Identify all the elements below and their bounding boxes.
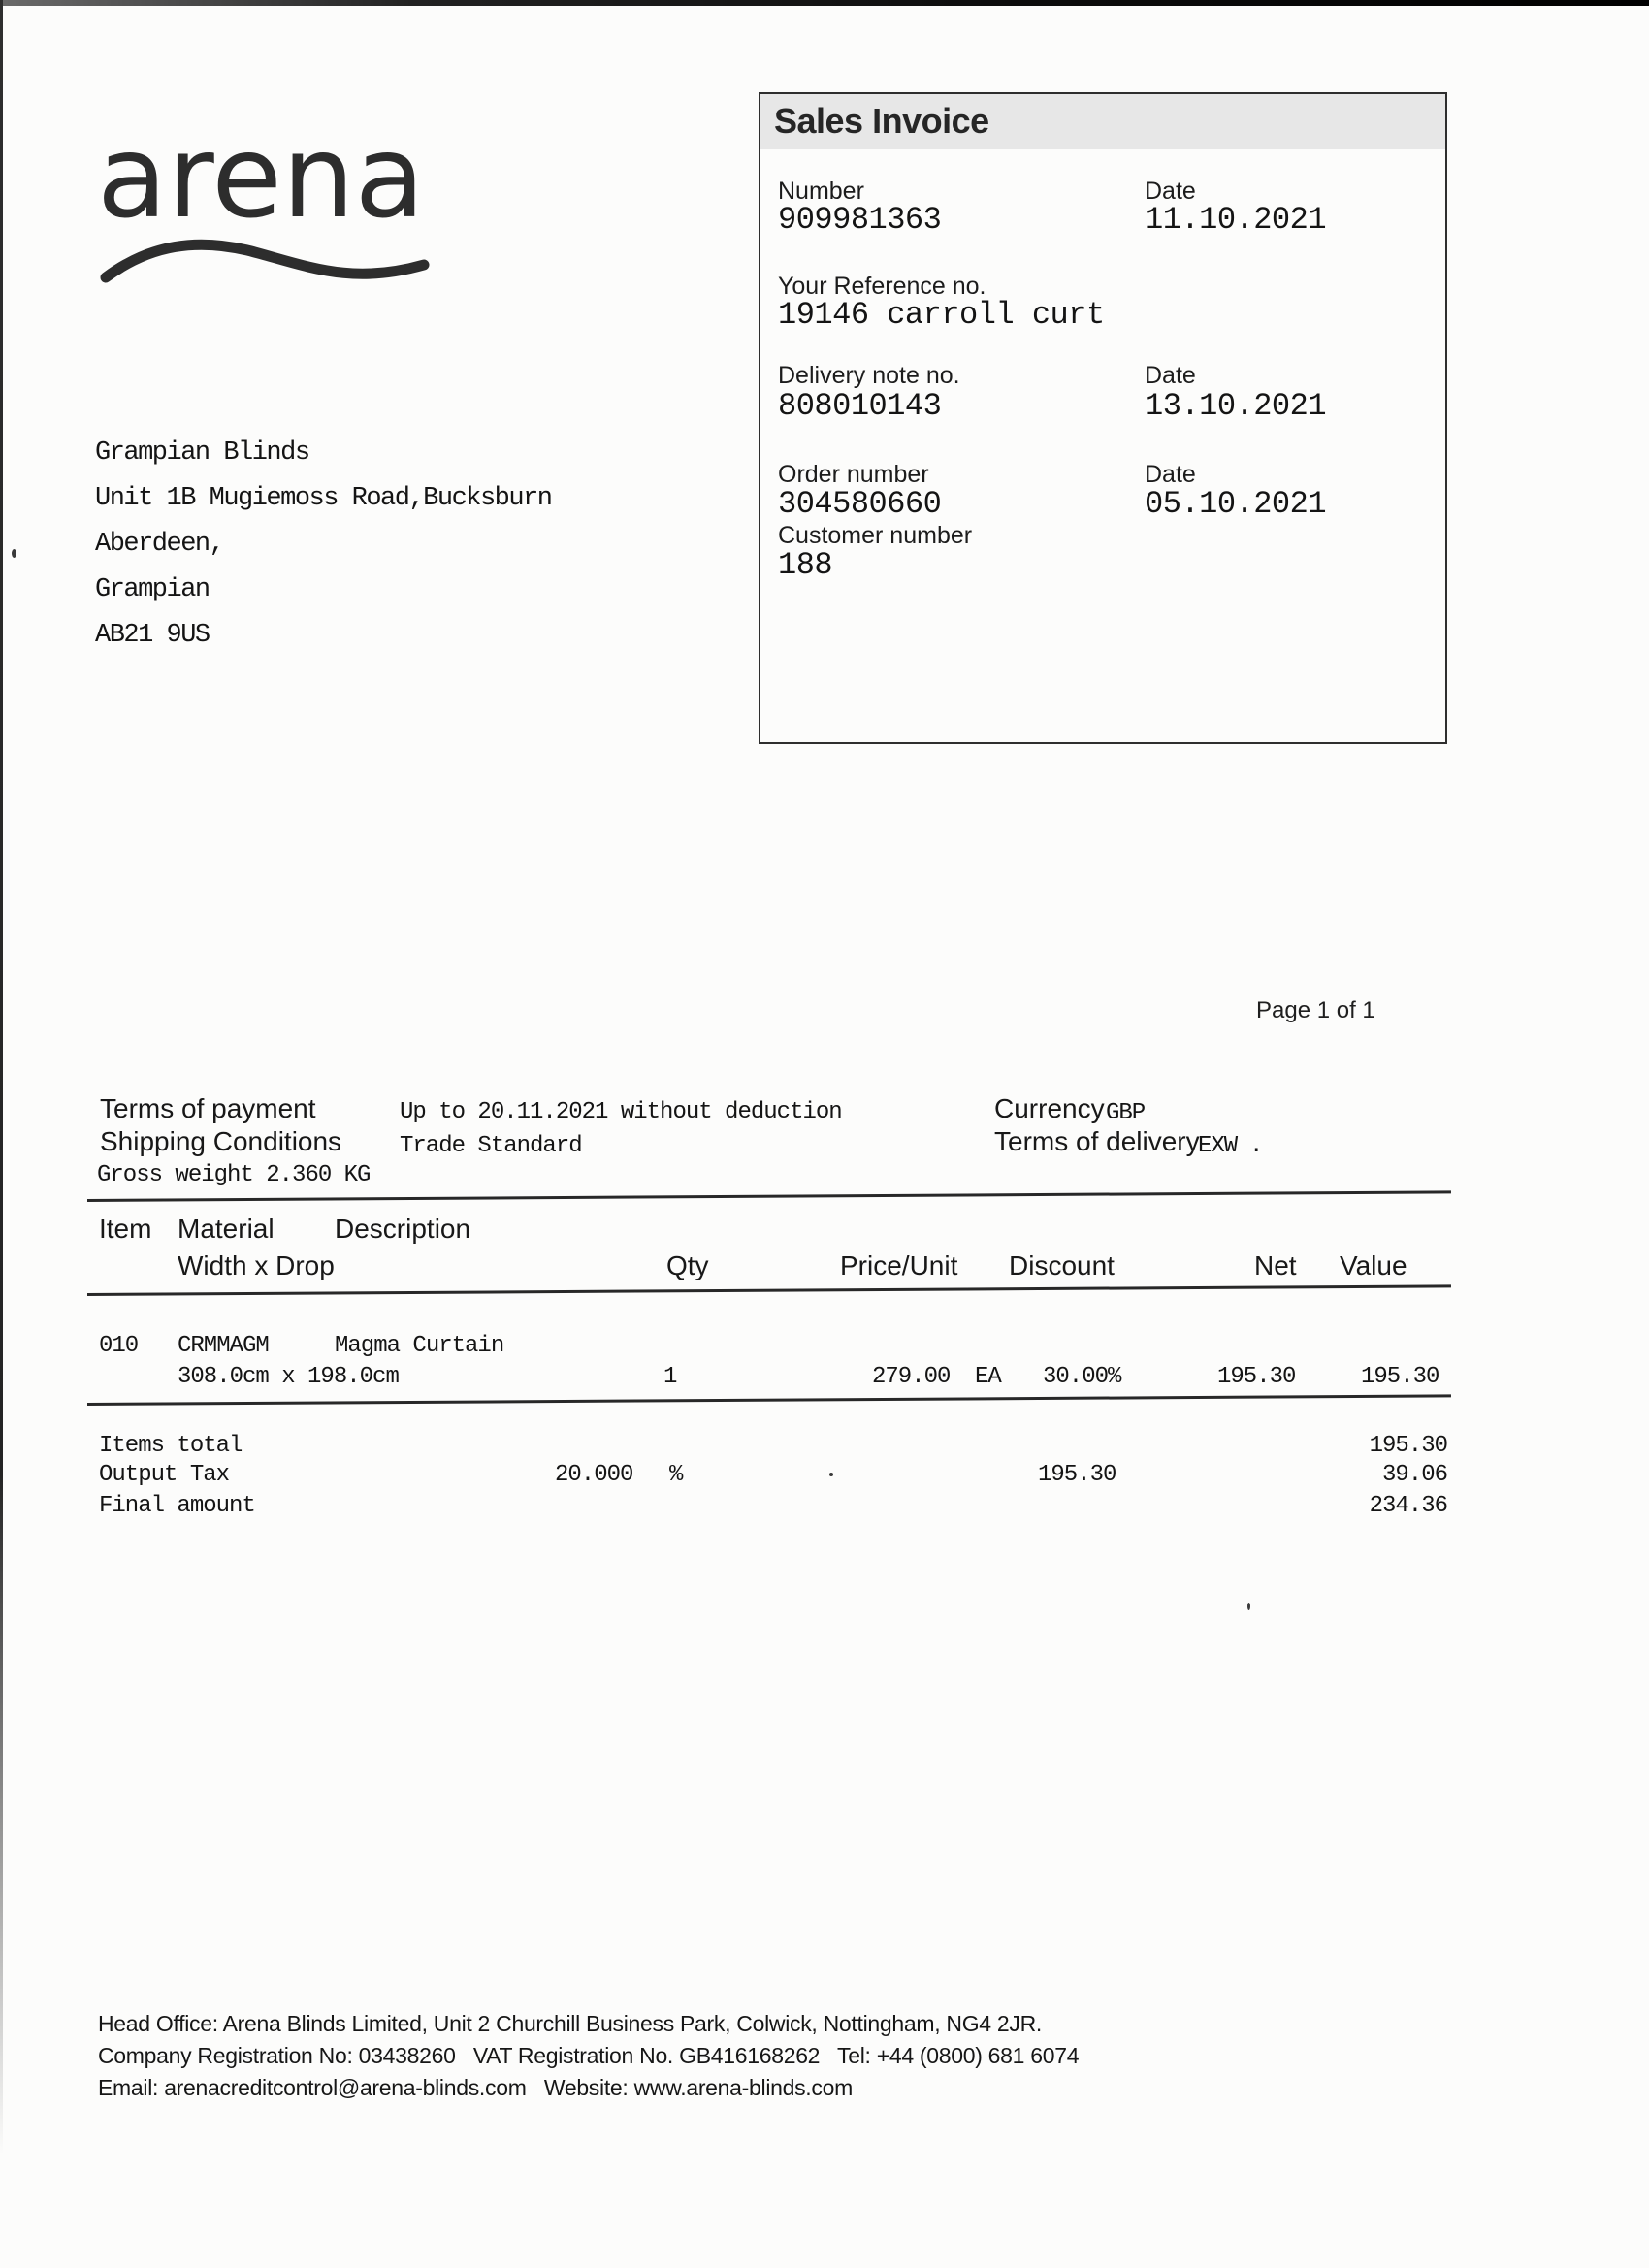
order-number-label: Order number: [778, 461, 929, 488]
row-value: 195.30: [1361, 1364, 1439, 1390]
page-indicator: Page 1 of 1: [1256, 997, 1375, 1023]
reference-value: 19146 carroll curt: [778, 297, 1105, 333]
final-amount: 234.36: [1369, 1493, 1447, 1519]
logo-text: arena: [97, 110, 425, 243]
terms-of-delivery-suffix: .: [1249, 1133, 1263, 1159]
footer-registration: Company Registration No: 03438260 VAT Registration No. GB416168262 Tel: +44 (0800) 681 6074: [98, 2043, 1080, 2068]
customer-number: 188: [778, 547, 833, 583]
invoice-title: Sales Invoice: [774, 101, 989, 141]
footer-contact: Email: arenacreditcontrol@arena-blinds.com Website: www.arena-blinds.com: [98, 2075, 853, 2100]
recipient-address-line: AB21 9US: [95, 621, 210, 650]
recipient-address: [95, 438, 551, 666]
col-header-description: Description: [335, 1214, 471, 1244]
output-tax-label: Output Tax: [99, 1462, 230, 1488]
scan-top-edge: [0, 0, 1649, 6]
order-date: 05.10.2021: [1145, 486, 1327, 522]
row-material: CRMMAGM: [178, 1333, 269, 1359]
currency-label: Currency: [994, 1093, 1105, 1123]
delivery-note-label: Delivery note no.: [778, 362, 960, 389]
reference-label: Your Reference no.: [778, 273, 986, 300]
col-header-price-unit: Price/Unit: [840, 1250, 958, 1280]
recipient-address-line: Aberdeen,: [95, 530, 224, 559]
currency-value: GBP: [1106, 1100, 1146, 1126]
scan-speck: [1247, 1603, 1250, 1610]
invoice-number: 909981363: [778, 202, 942, 238]
col-header-width-drop: Width x Drop: [178, 1250, 335, 1280]
logo-wave: [92, 231, 434, 289]
delivery-note-number: 808010143: [778, 388, 942, 424]
col-header-qty: Qty: [666, 1250, 709, 1280]
row-unit: EA: [975, 1364, 1001, 1390]
shipping-conditions-label: Shipping Conditions: [100, 1126, 342, 1156]
shipping-conditions-value: Trade Standard: [400, 1133, 582, 1159]
order-date-label: Date: [1145, 461, 1196, 488]
recipient-address-line: Unit 1B Mugiemoss Road,Bucksburn: [95, 484, 552, 513]
final-amount-label: Final amount: [99, 1493, 255, 1519]
terms-of-payment-label: Terms of payment: [100, 1093, 316, 1123]
recipient-address-line: Grampian Blinds: [95, 438, 309, 468]
invoice-date: 11.10.2021: [1145, 202, 1327, 238]
recipient-address-line: Grampian: [95, 575, 210, 604]
table-bottom-rule: [87, 1394, 1451, 1406]
scan-left-edge: [0, 0, 3, 2268]
terms-of-delivery-label: Terms of delivery: [994, 1126, 1200, 1156]
scan-speck: [829, 1473, 833, 1476]
row-discount: 30.00%: [1043, 1364, 1121, 1390]
output-tax-rate: 20.000: [555, 1462, 633, 1488]
order-number: 304580660: [778, 486, 942, 522]
delivery-date: 13.10.2021: [1145, 388, 1327, 424]
customer-number-label: Customer number: [778, 522, 973, 549]
table-header-rule: [87, 1284, 1451, 1296]
col-header-discount: Discount: [1009, 1250, 1115, 1280]
col-header-net: Net: [1254, 1250, 1297, 1280]
row-item: 010: [99, 1333, 139, 1359]
row-price: 279.00: [872, 1364, 951, 1390]
items-total-amount: 195.30: [1369, 1433, 1447, 1459]
col-header-material: Material: [178, 1214, 275, 1244]
gross-weight: Gross weight 2.360 KG: [97, 1162, 371, 1188]
row-description: Magma Curtain: [335, 1333, 504, 1359]
output-tax-base: 195.30: [1038, 1462, 1116, 1488]
delivery-date-label: Date: [1145, 362, 1196, 389]
items-total-label: Items total: [99, 1433, 242, 1459]
col-header-value: Value: [1340, 1250, 1407, 1280]
output-tax-percent: %: [669, 1462, 683, 1488]
number-label: Number: [778, 178, 864, 205]
invoice-date-label: Date: [1145, 178, 1196, 205]
col-header-item: Item: [99, 1214, 152, 1244]
scan-speck: [12, 549, 16, 558]
footer-head-office: Head Office: Arena Blinds Limited, Unit 2 Churchill Business Park, Colwick, Nottingham, NG4 2JR.: [98, 2011, 1042, 2036]
table-top-rule: [87, 1190, 1451, 1202]
row-width-drop: 308.0cm x 198.0cm: [178, 1364, 399, 1390]
row-net: 195.30: [1217, 1364, 1296, 1390]
output-tax-amount: 39.06: [1381, 1462, 1447, 1488]
terms-of-payment-value: Up to 20.11.2021 without deduction: [400, 1099, 842, 1125]
terms-of-delivery-value: EXW: [1198, 1133, 1238, 1159]
row-qty: 1: [663, 1364, 677, 1390]
sales-invoice-box: [759, 92, 1447, 744]
